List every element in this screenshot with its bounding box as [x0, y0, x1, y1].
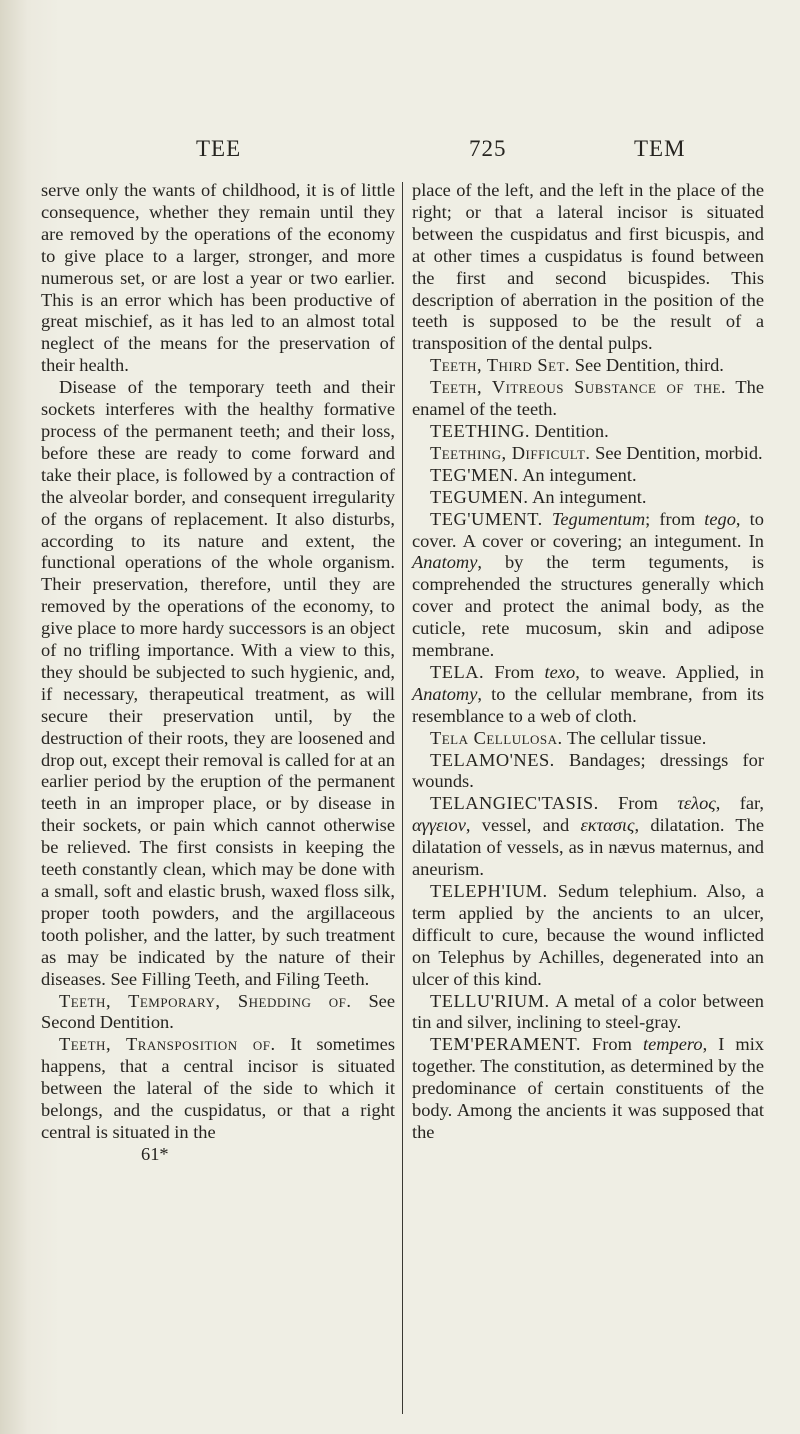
entry-text: An integument. [532, 486, 647, 507]
latin-term: texo [544, 661, 576, 682]
entry-headword: TEG'UMENT. [430, 508, 543, 529]
entry-headword: Tela Cellulosa. [430, 727, 563, 748]
greek-term: τελος [677, 793, 716, 814]
entry-text: ; from [645, 508, 696, 529]
entry [412, 509, 764, 662]
entry-text: , to weave. Applied, in [575, 661, 764, 682]
entry-text: From [592, 1034, 632, 1055]
entry-headword: TEM'PERAMENT. [430, 1034, 581, 1055]
entry [412, 443, 764, 465]
entry-text: The enamel of the teeth. [412, 377, 764, 420]
page-number: 725 [469, 136, 507, 161]
entry-text: See Dentition, third. [574, 355, 724, 376]
entry-text: , far, [715, 793, 764, 814]
paragraph: Disease of the temporary teeth and their sockets interferes with the healthy formative process of the permanent teeth; and their loss, before these are ready to come forward and take their place, is followed by a contraction of the alveolar border, and consequent irregularity of the organs of replacement. It also disturbs, according to its nature and extent, the functional operations of the whole organism. Their preservation, therefore, until they are removed by the operations of the economy, to give place to more hardy successors is an object of no trifling importance. With a view to this, they should be subjected to such hygienic, and, if necessary, therapeutical treatment, as will secure their preservation until, by the destruction of their roots, they are loosened and drop out, except their removal is called for at an earlier period by the eruption of the permanent teeth in an improper place, or by disease in their sockets, or pain which cannot otherwise be relieved. The first consists in keeping the teeth constantly clean, which may be done with a small, soft and elastic brush, waxed floss silk, proper tooth powders, and the argillaceous tooth polisher, and the latter, by such treatment as may be indicated by the nature of their diseases. See Filling Teeth, and Filing Teeth. [41, 377, 395, 989]
entry-headword: Teeth, Temporary, Shedding of. [59, 990, 352, 1011]
entry-headword: TELLU'RIUM. [430, 990, 550, 1011]
entry [412, 421, 764, 443]
entry-text: , to cover. A cover or covering; an integument. In [412, 508, 764, 551]
entry [412, 881, 764, 991]
entry-text: Dentition. [534, 420, 609, 441]
latin-term: tempero [642, 1034, 703, 1055]
entry-text: From [618, 793, 658, 814]
entry [412, 750, 764, 794]
entry-text: See Second Dentition. [41, 990, 395, 1033]
entry [41, 991, 395, 1035]
entry-headword: TELAMO'NES. [430, 749, 555, 770]
entry [412, 1034, 764, 1144]
entry [412, 465, 764, 487]
latin-term: tego [704, 508, 736, 529]
entry-headword: Teeth, Vitreous Substance of the. [430, 377, 727, 398]
entry-headword: TEGUMEN. [430, 486, 529, 507]
entry-text: , I mix together. The constitution, as determined by the predominance of certain constituents of the body. Among the ancients it was supposed that the [412, 1034, 764, 1142]
entry-text: A metal of a color between tin and silver, inclining to steel-gray. [412, 990, 764, 1033]
entry [41, 1034, 395, 1144]
entry-headword: Teething, Difficult. [430, 442, 591, 463]
entry-text: , to the cellular membrane, from its resemblance to a web of cloth. [412, 683, 764, 726]
entry-text: , by the term teguments, is comprehended the structures generally which cover and protect the animal body, as the cuticle, rete mucosum, skin and adipose membrane. [412, 552, 764, 661]
entry-text: The cellular tissue. [566, 727, 707, 748]
entry-headword: TELANGIEC'TASIS. [430, 793, 599, 814]
entry-text: Sedum telephium. Also, a term applied by the ancients to an ulcer, difficult to cure, because the wound inflicted on Telephus by Achilles, degenerated into an ulcer of this kind. [412, 881, 764, 989]
entry-text: , dilatation. The dilatation of vessels, as in nævus maternus, and aneurism. [412, 815, 765, 880]
entry [412, 991, 764, 1035]
header-left-guide-word: TEE [196, 136, 242, 161]
entry [412, 793, 764, 881]
entry-headword: Teeth, Third Set. [430, 355, 571, 376]
entry-text: See Dentition, morbid. [595, 442, 763, 463]
entry [412, 728, 764, 750]
entry-text: An integument. [522, 464, 637, 485]
entry-headword: Teeth, Transposition of. [59, 1034, 276, 1055]
paragraph: place of the left, and the left in the place of the right; or that a lateral incisor is situated between the cuspidatus and first bicuspis, and at other times a cuspidatus is found between the first and second bicuspides. This description of aberration in the position of the teeth is supposed to be the result of a transposition of the dental pulps. [412, 180, 764, 354]
latin-term: Anatomy [412, 683, 478, 704]
signature-mark: 61* [141, 1143, 169, 1164]
entry-text: From [494, 661, 535, 682]
latin-term: Anatomy [412, 552, 478, 573]
greek-term: εκτασις [580, 815, 635, 836]
header-right-guide-word: TEM [634, 136, 686, 161]
column-divider [402, 182, 403, 1414]
entry [412, 355, 764, 377]
entry [412, 377, 764, 421]
entry-headword: TEG'MEN. [430, 464, 519, 485]
entry-headword: TELEPH'IUM. [430, 881, 548, 901]
entry [412, 487, 764, 509]
entry-text: , vessel, and [465, 815, 570, 836]
paragraph: serve only the wants of childhood, it is of little consequence, whether they remain until they are removed by the operations of the economy to give place to a larger, stronger, and more numerous set, or are lost a year or two earlier. This is an error which has been productive of great mischief, as it has led to an almost total neglect of the means for the preservation of their health. [41, 180, 395, 376]
entry-text: It sometimes happens, that a central incisor is situated between the lateral of the side to which it belongs, and the cuspidatus, or that a right central is situated in the [41, 1034, 395, 1142]
right-column [412, 180, 764, 1144]
running-header [196, 136, 756, 176]
entry-headword: TEETHING. [430, 420, 531, 441]
greek-term: αγγειον [412, 815, 466, 836]
entry-headword: TELA. [430, 661, 485, 682]
left-column [41, 180, 395, 1166]
latin-term: Tegumentum [551, 508, 646, 529]
entry-text: Bandages; dressings for wounds. [412, 749, 764, 792]
entry [412, 662, 764, 728]
